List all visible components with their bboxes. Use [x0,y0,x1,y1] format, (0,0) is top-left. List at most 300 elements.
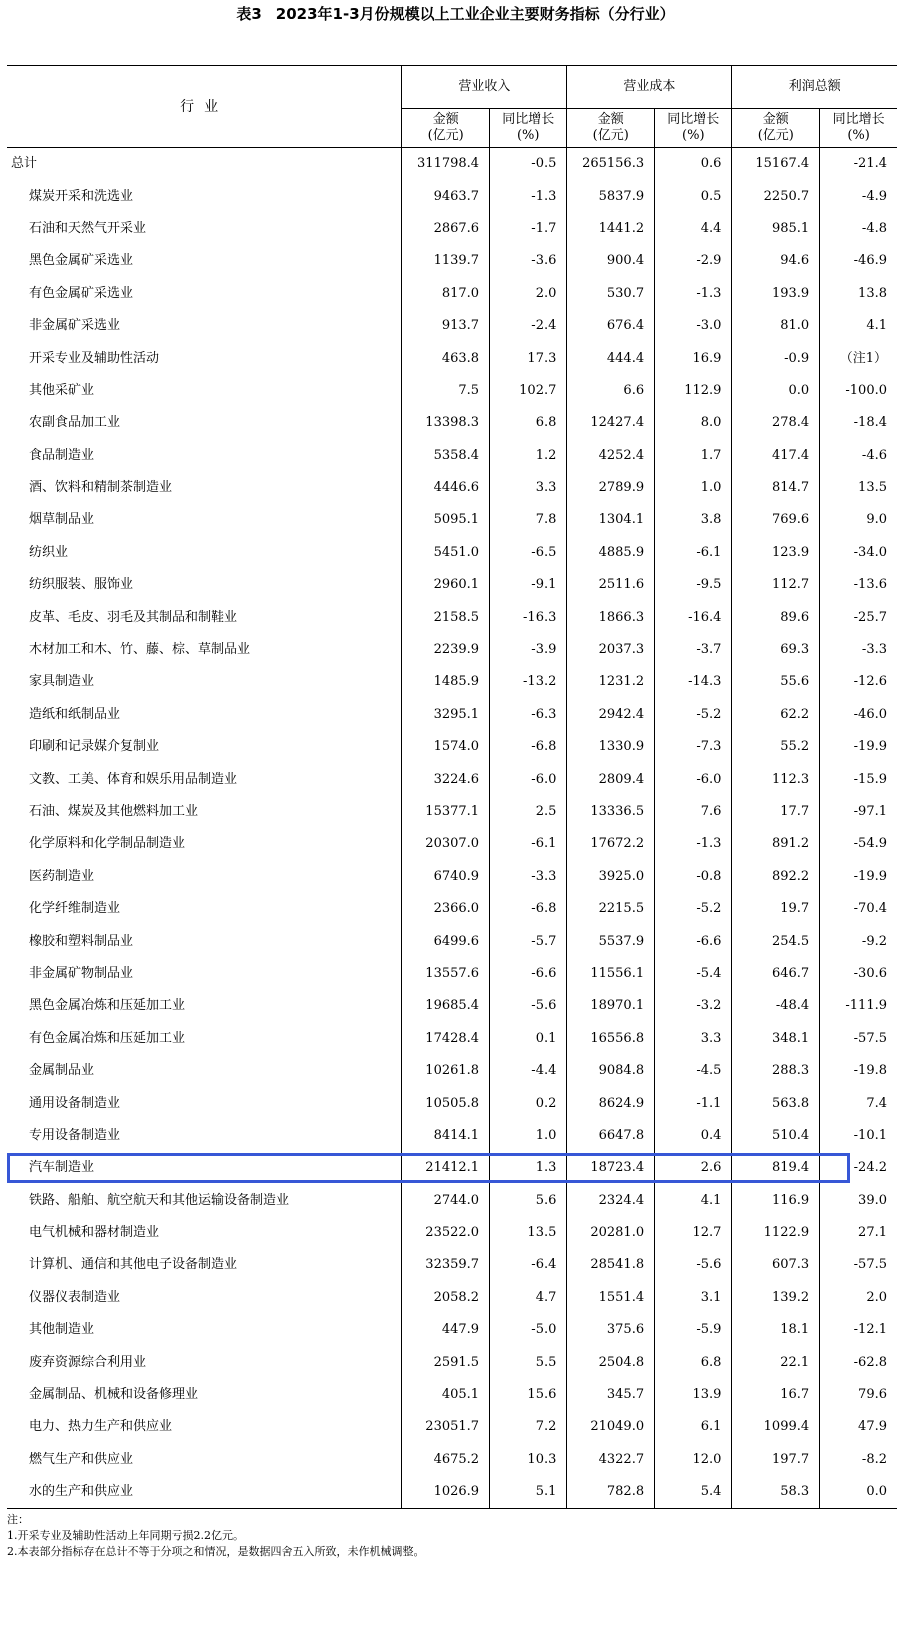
industry-name: 有色金属冶炼和压延加工业 [29,1030,186,1046]
industry-name: 煤炭开采和洗选业 [29,188,134,204]
cost-growth: -5.2 [655,699,732,731]
cost-growth: -5.9 [655,1314,732,1346]
revenue-amount: 2239.9 [402,634,490,666]
cost-growth: -16.4 [655,601,732,633]
profit-amount: 891.2 [732,828,820,860]
revenue-growth: 2.0 [490,278,567,310]
cost-amount: 530.7 [567,278,655,310]
revenue-amount: 5358.4 [402,440,490,472]
revenue-amount: 2867.6 [402,213,490,245]
cost-growth: 2.6 [655,1152,732,1184]
profit-growth: 2.0 [820,1282,897,1314]
revenue-growth: -2.4 [490,310,567,342]
cost-growth: -7.3 [655,731,732,763]
revenue-growth: -1.7 [490,213,567,245]
revenue-growth: -1.3 [490,180,567,212]
industry-name: 仪器仪表制造业 [29,1289,121,1305]
cost-growth: -5.6 [655,1249,732,1281]
revenue-growth: -6.0 [490,763,567,795]
cost-amount: 900.4 [567,245,655,277]
revenue-growth: 3.3 [490,472,567,504]
profit-growth: -57.5 [820,1249,897,1281]
revenue-amount: 447.9 [402,1314,490,1346]
revenue-amount: 4446.6 [402,472,490,504]
cost-amount: 4322.7 [567,1444,655,1476]
profit-amount: 16.7 [732,1379,820,1411]
profit-amount: 139.2 [732,1282,820,1314]
profit-amount: 892.2 [732,861,820,893]
table-row [7,1444,897,1476]
table-row [7,375,897,407]
revenue-growth: 6.8 [490,407,567,439]
table-title-text: 2023年1-3月份规模以上工业企业主要财务指标（分行业） [275,5,675,23]
note-1: 1.开采专业及辅助性活动上年同期亏损2.2亿元。 [7,1529,244,1542]
revenue-amount: 311798.4 [402,148,490,181]
revenue-amount: 6499.6 [402,925,490,957]
revenue-growth: -4.4 [490,1055,567,1087]
industry-name: 废弃资源综合利用业 [29,1354,147,1370]
table-row [7,472,897,504]
profit-amount: -48.4 [732,990,820,1022]
revenue-amount: 23522.0 [402,1217,490,1249]
table-row [7,342,897,374]
table-row [7,861,897,893]
profit-amount: 814.7 [732,472,820,504]
cost-amount: 5837.9 [567,180,655,212]
revenue-growth: 7.2 [490,1411,567,1443]
cost-amount: 2215.5 [567,893,655,925]
cost-growth: 5.4 [655,1476,732,1509]
table-row [7,1087,897,1119]
revenue-amount: 463.8 [402,342,490,374]
cost-amount: 2504.8 [567,1346,655,1378]
industry-name: 石油和天然气开采业 [29,220,147,236]
profit-amount: -0.9 [732,342,820,374]
revenue-growth: -5.0 [490,1314,567,1346]
table-row [7,440,897,472]
table-row [7,569,897,601]
industry-name: 酒、饮料和精制茶制造业 [29,480,173,496]
revenue-amount: 15377.1 [402,796,490,828]
industry-name: 其他采矿业 [29,382,95,398]
profit-growth: 9.0 [820,504,897,536]
industry-name: 燃气生产和供应业 [29,1451,134,1467]
notes-label: 注： [7,1513,29,1526]
revenue-growth: 13.5 [490,1217,567,1249]
profit-growth: 39.0 [820,1185,897,1217]
profit-growth: -46.9 [820,245,897,277]
cost-amount: 6647.8 [567,1120,655,1152]
growth-subheader: 同比增长 (%) [655,109,732,148]
cost-amount: 1551.4 [567,1282,655,1314]
table-row [7,310,897,342]
table-row [7,1023,897,1055]
profit-amount: 58.3 [732,1476,820,1509]
profit-amount: 646.7 [732,958,820,990]
table-row [7,180,897,212]
table-row [7,1476,897,1509]
table-notes [7,1512,425,1560]
revenue-amount: 3295.1 [402,699,490,731]
table-row [7,1346,897,1378]
table-row [7,796,897,828]
cost-growth: 8.0 [655,407,732,439]
revenue-amount: 23051.7 [402,1411,490,1443]
cost-growth: 4.4 [655,213,732,245]
revenue-amount: 2058.2 [402,1282,490,1314]
profit-amount: 607.3 [732,1249,820,1281]
profit-growth: -46.0 [820,699,897,731]
revenue-amount: 2744.0 [402,1185,490,1217]
profit-amount: 2250.7 [732,180,820,212]
revenue-amount: 7.5 [402,375,490,407]
financial-indicators-table [7,65,897,1509]
industry-name: 金属制品、机械和设备修理业 [29,1387,199,1403]
revenue-growth: -6.6 [490,958,567,990]
revenue-growth: 102.7 [490,375,567,407]
industry-name: 汽车制造业 [29,1160,95,1176]
revenue-growth: -6.1 [490,828,567,860]
profit-growth: -111.9 [820,990,897,1022]
cost-growth: -2.9 [655,245,732,277]
revenue-growth: 1.3 [490,1152,567,1184]
revenue-growth: -6.8 [490,893,567,925]
cost-amount: 6.6 [567,375,655,407]
profit-amount: 193.9 [732,278,820,310]
profit-header: 利润总额 [732,66,897,109]
profit-growth: -21.4 [820,148,897,181]
revenue-amount: 6740.9 [402,861,490,893]
revenue-growth: -9.1 [490,569,567,601]
cost-amount: 18970.1 [567,990,655,1022]
profit-growth: -19.9 [820,861,897,893]
profit-amount: 510.4 [732,1120,820,1152]
profit-growth: -25.7 [820,601,897,633]
industry-name: 其他制造业 [29,1322,95,1338]
cost-growth: 0.6 [655,148,732,181]
cost-amount: 17672.2 [567,828,655,860]
revenue-growth: 5.6 [490,1185,567,1217]
table-row [7,1379,897,1411]
industry-name: 皮革、毛皮、羽毛及其制品和制鞋业 [29,609,238,625]
cost-growth: 6.8 [655,1346,732,1378]
profit-growth: -19.9 [820,731,897,763]
revenue-header: 营业收入 [402,66,567,109]
revenue-amount: 17428.4 [402,1023,490,1055]
cost-growth: 13.9 [655,1379,732,1411]
revenue-growth: 1.0 [490,1120,567,1152]
revenue-amount: 405.1 [402,1379,490,1411]
profit-growth: -4.8 [820,213,897,245]
revenue-growth: 4.7 [490,1282,567,1314]
revenue-growth: 17.3 [490,342,567,374]
profit-growth: -34.0 [820,537,897,569]
profit-amount: 55.6 [732,666,820,698]
revenue-growth: -3.6 [490,245,567,277]
revenue-amount: 2591.5 [402,1346,490,1378]
revenue-amount: 13557.6 [402,958,490,990]
industry-name: 电力、热力生产和供应业 [29,1419,173,1435]
table-row [7,213,897,245]
industry-name: 化学纤维制造业 [29,901,121,917]
profit-amount: 0.0 [732,375,820,407]
industry-name: 专用设备制造业 [29,1127,121,1143]
table-row [7,1152,897,1184]
industry-name: 食品制造业 [29,447,95,463]
cost-amount: 676.4 [567,310,655,342]
cost-amount: 9084.8 [567,1055,655,1087]
profit-amount: 985.1 [732,213,820,245]
revenue-amount: 817.0 [402,278,490,310]
revenue-growth: -5.6 [490,990,567,1022]
cost-growth: -3.7 [655,634,732,666]
industry-name: 铁路、船舶、航空航天和其他运输设备制造业 [29,1192,290,1208]
note-2: 2.本表部分指标存在总计不等于分项之和情况，是数据四舍五入所致，未作机械调整。 [7,1545,425,1558]
revenue-growth: 5.1 [490,1476,567,1509]
cost-growth: 6.1 [655,1411,732,1443]
profit-growth: 13.5 [820,472,897,504]
cost-growth: 3.1 [655,1282,732,1314]
profit-amount: 15167.4 [732,148,820,181]
cost-growth: 112.9 [655,375,732,407]
cost-growth: -1.1 [655,1087,732,1119]
table-row [7,1282,897,1314]
revenue-growth: 15.6 [490,1379,567,1411]
profit-amount: 769.6 [732,504,820,536]
table-row [7,1055,897,1087]
cost-amount: 18723.4 [567,1152,655,1184]
cost-growth: -1.3 [655,278,732,310]
revenue-amount: 9463.7 [402,180,490,212]
cost-amount: 2809.4 [567,763,655,795]
revenue-amount: 21412.1 [402,1152,490,1184]
growth-subheader: 同比增长 (%) [820,109,897,148]
table-body [7,148,897,1509]
table-row [7,925,897,957]
cost-amount: 4885.9 [567,537,655,569]
industry-name: 医药制造业 [29,868,95,884]
table-row [7,634,897,666]
profit-amount: 288.3 [732,1055,820,1087]
cost-amount: 2942.4 [567,699,655,731]
table-row [7,763,897,795]
cost-amount: 4252.4 [567,440,655,472]
table-row [7,1249,897,1281]
profit-growth: 0.0 [820,1476,897,1509]
revenue-growth: -6.4 [490,1249,567,1281]
profit-amount: 254.5 [732,925,820,957]
industry-name: 纺织服装、服饰业 [29,577,134,593]
revenue-amount: 5095.1 [402,504,490,536]
profit-amount: 55.2 [732,731,820,763]
profit-amount: 112.7 [732,569,820,601]
cost-amount: 12427.4 [567,407,655,439]
table-row [7,407,897,439]
cost-amount: 2037.3 [567,634,655,666]
revenue-amount: 1485.9 [402,666,490,698]
revenue-growth: 1.2 [490,440,567,472]
industry-name: 木材加工和木、竹、藤、棕、草制品业 [29,642,251,658]
cost-growth: -9.5 [655,569,732,601]
profit-amount: 69.3 [732,634,820,666]
cost-amount: 782.8 [567,1476,655,1509]
cost-amount: 3925.0 [567,861,655,893]
profit-growth: -10.1 [820,1120,897,1152]
cost-amount: 1231.2 [567,666,655,698]
profit-growth: 7.4 [820,1087,897,1119]
profit-growth: -4.6 [820,440,897,472]
revenue-amount: 1574.0 [402,731,490,763]
cost-amount: 20281.0 [567,1217,655,1249]
cost-growth: 7.6 [655,796,732,828]
cost-amount: 1866.3 [567,601,655,633]
industry-name: 电气机械和器材制造业 [29,1225,160,1241]
industry-name: 黑色金属冶炼和压延加工业 [29,998,186,1014]
cost-growth: -5.2 [655,893,732,925]
cost-growth: 0.5 [655,180,732,212]
cost-growth: -6.0 [655,763,732,795]
industry-name: 石油、煤炭及其他燃料加工业 [29,804,199,819]
profit-amount: 819.4 [732,1152,820,1184]
profit-amount: 197.7 [732,1444,820,1476]
cost-growth: 3.3 [655,1023,732,1055]
profit-growth: -3.3 [820,634,897,666]
table-row [7,958,897,990]
cost-amount: 345.7 [567,1379,655,1411]
table-title [0,4,911,24]
cost-amount: 13336.5 [567,796,655,828]
cost-growth: 12.0 [655,1444,732,1476]
cost-growth: -6.6 [655,925,732,957]
industry-name: 纺织业 [29,544,69,560]
revenue-amount: 5451.0 [402,537,490,569]
cost-amount: 375.6 [567,1314,655,1346]
cost-amount: 16556.8 [567,1023,655,1055]
revenue-amount: 1139.7 [402,245,490,277]
revenue-growth: -3.3 [490,861,567,893]
table-row [7,828,897,860]
industry-name: 烟草制品业 [29,512,95,528]
table-row [7,601,897,633]
revenue-amount: 20307.0 [402,828,490,860]
profit-amount: 81.0 [732,310,820,342]
profit-growth: 47.9 [820,1411,897,1443]
table-row [7,1120,897,1152]
industry-name: 家具制造业 [29,674,95,690]
industry-name: 农副食品加工业 [29,415,121,431]
profit-growth: -9.2 [820,925,897,957]
revenue-amount: 8414.1 [402,1120,490,1152]
industry-name: 通用设备制造业 [29,1095,121,1111]
revenue-amount: 2366.0 [402,893,490,925]
profit-growth: -97.1 [820,796,897,828]
revenue-growth: -6.5 [490,537,567,569]
profit-amount: 94.6 [732,245,820,277]
revenue-amount: 913.7 [402,310,490,342]
profit-growth: -30.6 [820,958,897,990]
table-row [7,731,897,763]
industry-name: 黑色金属矿采选业 [29,253,134,269]
profit-growth: -57.5 [820,1023,897,1055]
cost-growth: -3.2 [655,990,732,1022]
cost-growth: 0.4 [655,1120,732,1152]
industry-name: 造纸和纸制品业 [29,706,121,722]
profit-amount: 116.9 [732,1185,820,1217]
profit-growth: 13.8 [820,278,897,310]
cost-growth: -14.3 [655,666,732,698]
cost-growth: -4.5 [655,1055,732,1087]
table-row [7,1314,897,1346]
table-row [7,278,897,310]
profit-growth: 27.1 [820,1217,897,1249]
revenue-growth: -0.5 [490,148,567,181]
cost-amount: 1304.1 [567,504,655,536]
table-row [7,893,897,925]
table-number: 表3 [236,5,262,23]
revenue-growth: -16.3 [490,601,567,633]
table-row [7,666,897,698]
revenue-amount: 13398.3 [402,407,490,439]
profit-amount: 112.3 [732,763,820,795]
cost-amount: 28541.8 [567,1249,655,1281]
cost-amount: 444.4 [567,342,655,374]
profit-amount: 417.4 [732,440,820,472]
profit-growth: -15.9 [820,763,897,795]
revenue-amount: 2960.1 [402,569,490,601]
profit-amount: 62.2 [732,699,820,731]
revenue-growth: -6.8 [490,731,567,763]
growth-subheader: 同比增长 (%) [490,109,567,148]
industry-name: 金属制品业 [29,1063,95,1079]
revenue-amount: 10261.8 [402,1055,490,1087]
table-row [7,245,897,277]
revenue-growth: 0.2 [490,1087,567,1119]
cost-growth: -1.3 [655,828,732,860]
industry-name: 总计 [11,156,38,172]
industry-name: 有色金属矿采选业 [29,285,134,301]
profit-amount: 22.1 [732,1346,820,1378]
cost-growth: -0.8 [655,861,732,893]
revenue-growth: 2.5 [490,796,567,828]
industry-name: 计算机、通信和其他电子设备制造业 [29,1257,238,1273]
amount-subheader: 金额 (亿元) [732,109,820,148]
cost-amount: 265156.3 [567,148,655,181]
industry-name: 印刷和记录媒介复制业 [29,739,160,755]
revenue-growth: -5.7 [490,925,567,957]
cost-growth: -6.1 [655,537,732,569]
industry-name: 橡胶和塑料制品业 [29,933,134,949]
cost-amount: 21049.0 [567,1411,655,1443]
cost-growth: 4.1 [655,1185,732,1217]
revenue-amount: 3224.6 [402,763,490,795]
profit-growth: -70.4 [820,893,897,925]
cost-amount: 2789.9 [567,472,655,504]
industry-name: 文教、工美、体育和娱乐用品制造业 [29,771,238,787]
cost-amount: 1330.9 [567,731,655,763]
profit-amount: 89.6 [732,601,820,633]
cost-growth: 12.7 [655,1217,732,1249]
revenue-amount: 4675.2 [402,1444,490,1476]
cost-amount: 2324.4 [567,1185,655,1217]
profit-amount: 17.7 [732,796,820,828]
profit-growth: -13.6 [820,569,897,601]
table-row [7,990,897,1022]
profit-growth: -8.2 [820,1444,897,1476]
table-row [7,504,897,536]
profit-amount: 278.4 [732,407,820,439]
table-row [7,1185,897,1217]
profit-growth: （注1） [820,342,897,374]
